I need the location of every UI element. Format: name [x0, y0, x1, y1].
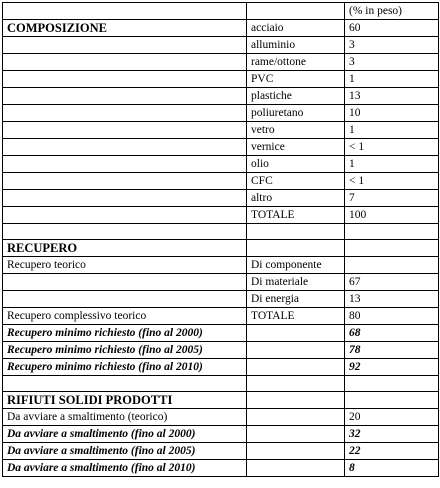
material-name: olio — [247, 156, 345, 173]
smaltimento-value: 32 — [345, 426, 439, 443]
empty-cell — [3, 274, 247, 291]
material-value: < 1 — [345, 173, 439, 190]
materiale-value: 67 — [345, 274, 439, 291]
empty-cell — [3, 207, 247, 224]
empty-cell — [247, 3, 345, 20]
materiale-label: Di materiale — [247, 274, 345, 291]
recupero-row — [3, 274, 439, 291]
empty-cell — [3, 88, 247, 105]
empty-cell — [247, 224, 345, 240]
material-name: plastiche — [247, 88, 345, 105]
composition-table — [2, 2, 439, 477]
material-value: 10 — [345, 105, 439, 122]
recupero-row — [3, 308, 439, 325]
spacer-row — [3, 224, 439, 240]
material-name: acciaio — [247, 20, 345, 37]
material-name: rame/ottone — [247, 54, 345, 71]
composition-row — [3, 122, 439, 139]
empty-cell — [247, 376, 345, 392]
material-value: 1 — [345, 122, 439, 139]
empty-cell — [247, 392, 345, 409]
recupero-row — [3, 257, 439, 274]
smaltimento-label: Da avviare a smaltimento (fino al 2010) — [3, 460, 247, 477]
composition-row — [3, 173, 439, 190]
minimo-label: Recupero minimo richiesto (fino al 2005) — [3, 342, 247, 359]
componente-label: Di componente — [247, 257, 345, 274]
composition-row — [3, 71, 439, 88]
recupero-title-row — [3, 240, 439, 257]
empty-cell — [247, 325, 345, 342]
total-label: TOTALE — [247, 207, 345, 224]
empty-cell — [247, 359, 345, 376]
empty-cell — [3, 105, 247, 122]
empty-cell — [3, 3, 247, 20]
empty-cell — [3, 291, 247, 308]
empty-cell — [247, 426, 345, 443]
empty-cell — [3, 139, 247, 156]
material-name: CFC — [247, 173, 345, 190]
energia-label: Di energia — [247, 291, 345, 308]
material-value: 1 — [345, 71, 439, 88]
recupero-minimo-row — [3, 359, 439, 376]
minimo-value: 92 — [345, 359, 439, 376]
empty-cell — [345, 240, 439, 257]
rifiuti-row — [3, 443, 439, 460]
composition-row — [3, 54, 439, 71]
recupero-teorico-label: Recupero teorico — [3, 257, 247, 274]
header-row — [3, 3, 439, 20]
rifiuti-row — [3, 426, 439, 443]
empty-cell — [3, 156, 247, 173]
empty-cell — [345, 257, 439, 274]
material-value: 60 — [345, 20, 439, 37]
section-title-composizione: COMPOSIZIONE — [3, 20, 247, 37]
rifiuti-title-row — [3, 392, 439, 409]
section-title-rifiuti: RIFIUTI SOLIDI PRODOTTI — [3, 392, 247, 409]
material-name: PVC — [247, 71, 345, 88]
composition-row — [3, 190, 439, 207]
rifiuti-row — [3, 409, 439, 426]
smaltimento-value: 8 — [345, 460, 439, 477]
material-value: 7 — [345, 190, 439, 207]
smaltimento-value: 22 — [345, 443, 439, 460]
complessivo-value: 80 — [345, 308, 439, 325]
empty-cell — [247, 460, 345, 477]
composition-row — [3, 139, 439, 156]
empty-cell — [3, 173, 247, 190]
recupero-row — [3, 291, 439, 308]
material-value: 1 — [345, 156, 439, 173]
composition-row — [3, 88, 439, 105]
empty-cell — [3, 54, 247, 71]
empty-cell — [3, 122, 247, 139]
material-value: 3 — [345, 54, 439, 71]
composition-row — [3, 105, 439, 122]
minimo-value: 68 — [345, 325, 439, 342]
rifiuti-teorico-label: Da avviare a smaltimento (teorico) — [3, 409, 247, 426]
empty-cell — [247, 342, 345, 359]
material-value: < 1 — [345, 139, 439, 156]
empty-cell — [345, 224, 439, 240]
empty-cell — [3, 37, 247, 54]
material-name: alluminio — [247, 37, 345, 54]
empty-cell — [3, 376, 247, 392]
material-name: vetro — [247, 122, 345, 139]
complessivo-label: Recupero complessivo teorico — [3, 308, 247, 325]
material-name: vernice — [247, 139, 345, 156]
minimo-label: Recupero minimo richiesto (fino al 2010) — [3, 359, 247, 376]
unit-label: (% in peso) — [345, 3, 439, 20]
empty-cell — [247, 240, 345, 257]
empty-cell — [3, 190, 247, 207]
rifiuti-teorico-value: 20 — [345, 409, 439, 426]
empty-cell — [345, 376, 439, 392]
empty-cell — [247, 443, 345, 460]
section-title-recupero: RECUPERO — [3, 240, 247, 257]
smaltimento-label: Da avviare a smaltimento (fino al 2005) — [3, 443, 247, 460]
total-value: 100 — [345, 207, 439, 224]
composition-row — [3, 156, 439, 173]
complessivo-total-label: TOTALE — [247, 308, 345, 325]
empty-cell — [345, 392, 439, 409]
material-name: poliuretano — [247, 105, 345, 122]
material-value: 13 — [345, 88, 439, 105]
composition-total-row — [3, 207, 439, 224]
composition-row — [3, 37, 439, 54]
empty-cell — [3, 71, 247, 88]
energia-value: 13 — [345, 291, 439, 308]
rifiuti-row — [3, 460, 439, 477]
recupero-minimo-row — [3, 342, 439, 359]
empty-cell — [247, 409, 345, 426]
smaltimento-label: Da avviare a smaltimento (fino al 2000) — [3, 426, 247, 443]
recupero-minimo-row — [3, 325, 439, 342]
material-value: 3 — [345, 37, 439, 54]
minimo-value: 78 — [345, 342, 439, 359]
spacer-row — [3, 376, 439, 392]
minimo-label: Recupero minimo richiesto (fino al 2000) — [3, 325, 247, 342]
composition-row — [3, 20, 439, 37]
empty-cell — [3, 224, 247, 240]
material-name: altro — [247, 190, 345, 207]
